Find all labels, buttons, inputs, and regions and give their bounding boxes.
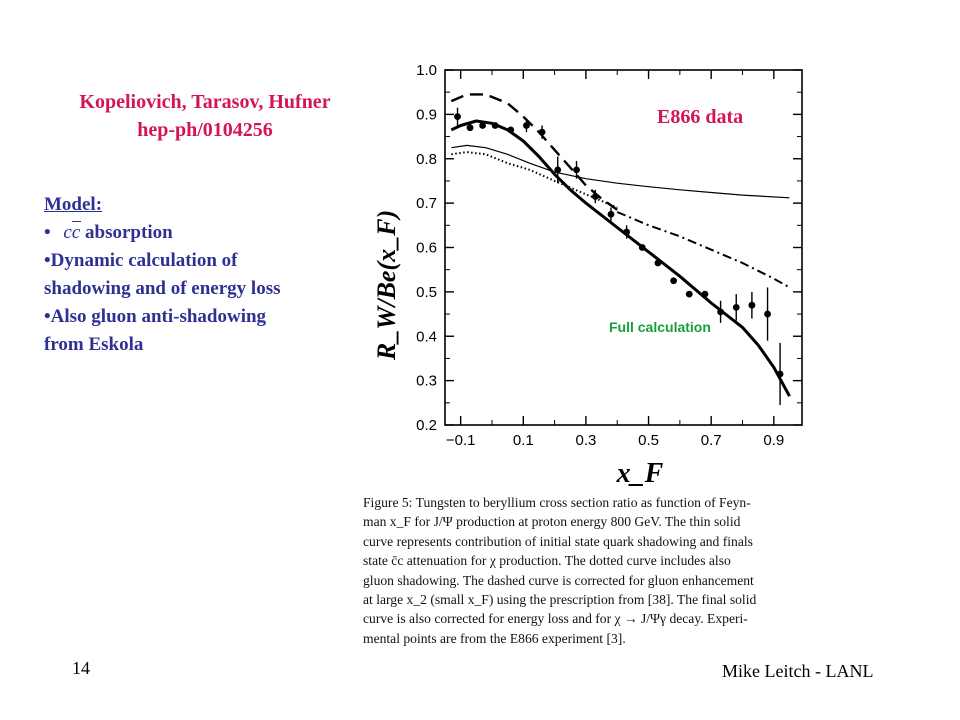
- caption-line: mental points are from the E866 experiment [3].: [363, 630, 626, 646]
- slide-number: 14: [72, 658, 90, 678]
- y-tick-label: 0.6: [416, 239, 437, 257]
- data-point: [686, 291, 693, 298]
- ratio-plot: [370, 60, 810, 490]
- x-tick-label: 0.7: [700, 432, 722, 449]
- data-point: [733, 304, 740, 311]
- y-tick-label: 0.3: [416, 372, 437, 390]
- bullet-dynamic-line2: shadowing and of energy loss: [44, 278, 281, 299]
- data-point: [777, 371, 784, 378]
- y-axis-label: R_W/Be(x_F): [372, 209, 401, 361]
- data-point: [764, 311, 771, 318]
- y-tick-label: 0.2: [416, 417, 437, 434]
- y-tick-label: 1.0: [416, 62, 437, 79]
- data-point: [717, 308, 724, 315]
- data-point: [655, 260, 662, 267]
- model-description: [44, 191, 364, 359]
- cc-bar-symbol: [63, 219, 80, 247]
- figure-caption: [363, 493, 870, 648]
- caption-line: at large x_2 (small x_F) using the prescription from [38]. The final solid: [363, 592, 757, 608]
- bullet-text: absorption: [85, 222, 173, 243]
- caption-line: gluon shadowing. The dashed curve is corrected for gluon enhancement: [363, 572, 754, 588]
- caption-line: curve represents contribution of initial state quark shadowing and finals: [363, 533, 753, 549]
- data-point: [670, 277, 677, 284]
- curve-label: Full calculation: [609, 319, 711, 335]
- model-heading: Model:: [44, 194, 103, 215]
- bullet-antishadow-line2: from Eskola: [44, 334, 144, 355]
- overbar-icon: [72, 221, 81, 222]
- data-point: [608, 211, 615, 218]
- curve-thick-solid: [451, 121, 789, 396]
- x-tick-label: 0.5: [638, 432, 659, 449]
- caption-line: man x_F for J/Ψ production at proton energy 800 GeV. The thin solid: [363, 514, 741, 530]
- x-tick-label: 0.9: [763, 432, 785, 449]
- plot-curves: [451, 94, 789, 396]
- data-point: [539, 129, 546, 136]
- y-tick-label: 0.8: [416, 150, 437, 168]
- bullet-dot: •: [44, 222, 51, 243]
- y-tick-label: 0.7: [416, 195, 437, 213]
- data-point: [639, 244, 646, 251]
- cc-symbol-text: cc: [63, 222, 81, 243]
- data-point: [592, 193, 599, 200]
- x-tick-label: 0.1: [512, 432, 534, 449]
- data-point: [479, 122, 486, 129]
- data-point: [623, 229, 630, 236]
- plot-points: [454, 108, 783, 405]
- authors-line: Kopeliovich, Tarasov, Hufner: [79, 91, 331, 113]
- preprint-id: hep-ph/0104256: [137, 119, 273, 141]
- data-label: E866 data: [657, 106, 744, 128]
- bullet-antishadow-line1: •Also gluon anti-shadowing: [44, 306, 267, 327]
- caption-line: curve is also corrected for energy loss and for χ → J/Ψγ decay. Experi-: [363, 611, 748, 627]
- y-tick-label: 0.9: [416, 106, 437, 124]
- footer-author: Mike Leitch - LANL: [722, 661, 874, 681]
- x-axis-label: x_F: [616, 458, 664, 489]
- x-tick-label: −0.1: [445, 432, 476, 449]
- plot-axes: [445, 70, 802, 425]
- plot-frame: [445, 70, 802, 425]
- data-point: [492, 122, 499, 129]
- caption-line: Figure 5: Tungsten to beryllium cross section ratio as function of Feyn-: [363, 495, 751, 510]
- data-point: [573, 166, 580, 173]
- plot-ticks: [416, 62, 802, 449]
- data-point: [554, 166, 561, 173]
- data-point: [454, 113, 461, 120]
- y-tick-label: 0.5: [416, 283, 437, 301]
- data-point: [702, 291, 709, 298]
- caption-line: state c̄c attenuation for χ production. The dotted curve includes also: [363, 553, 731, 569]
- x-tick-label: 0.3: [575, 432, 597, 449]
- curve-thin-solid: [451, 145, 789, 197]
- y-tick-label: 0.4: [416, 328, 437, 346]
- author-citation: [40, 88, 370, 144]
- bullet-dynamic-line1: •Dynamic calculation of: [44, 250, 238, 271]
- data-point: [467, 124, 474, 131]
- data-point: [523, 122, 530, 129]
- data-point: [748, 302, 755, 309]
- bullet-absorption: [44, 219, 364, 247]
- data-point: [507, 127, 514, 134]
